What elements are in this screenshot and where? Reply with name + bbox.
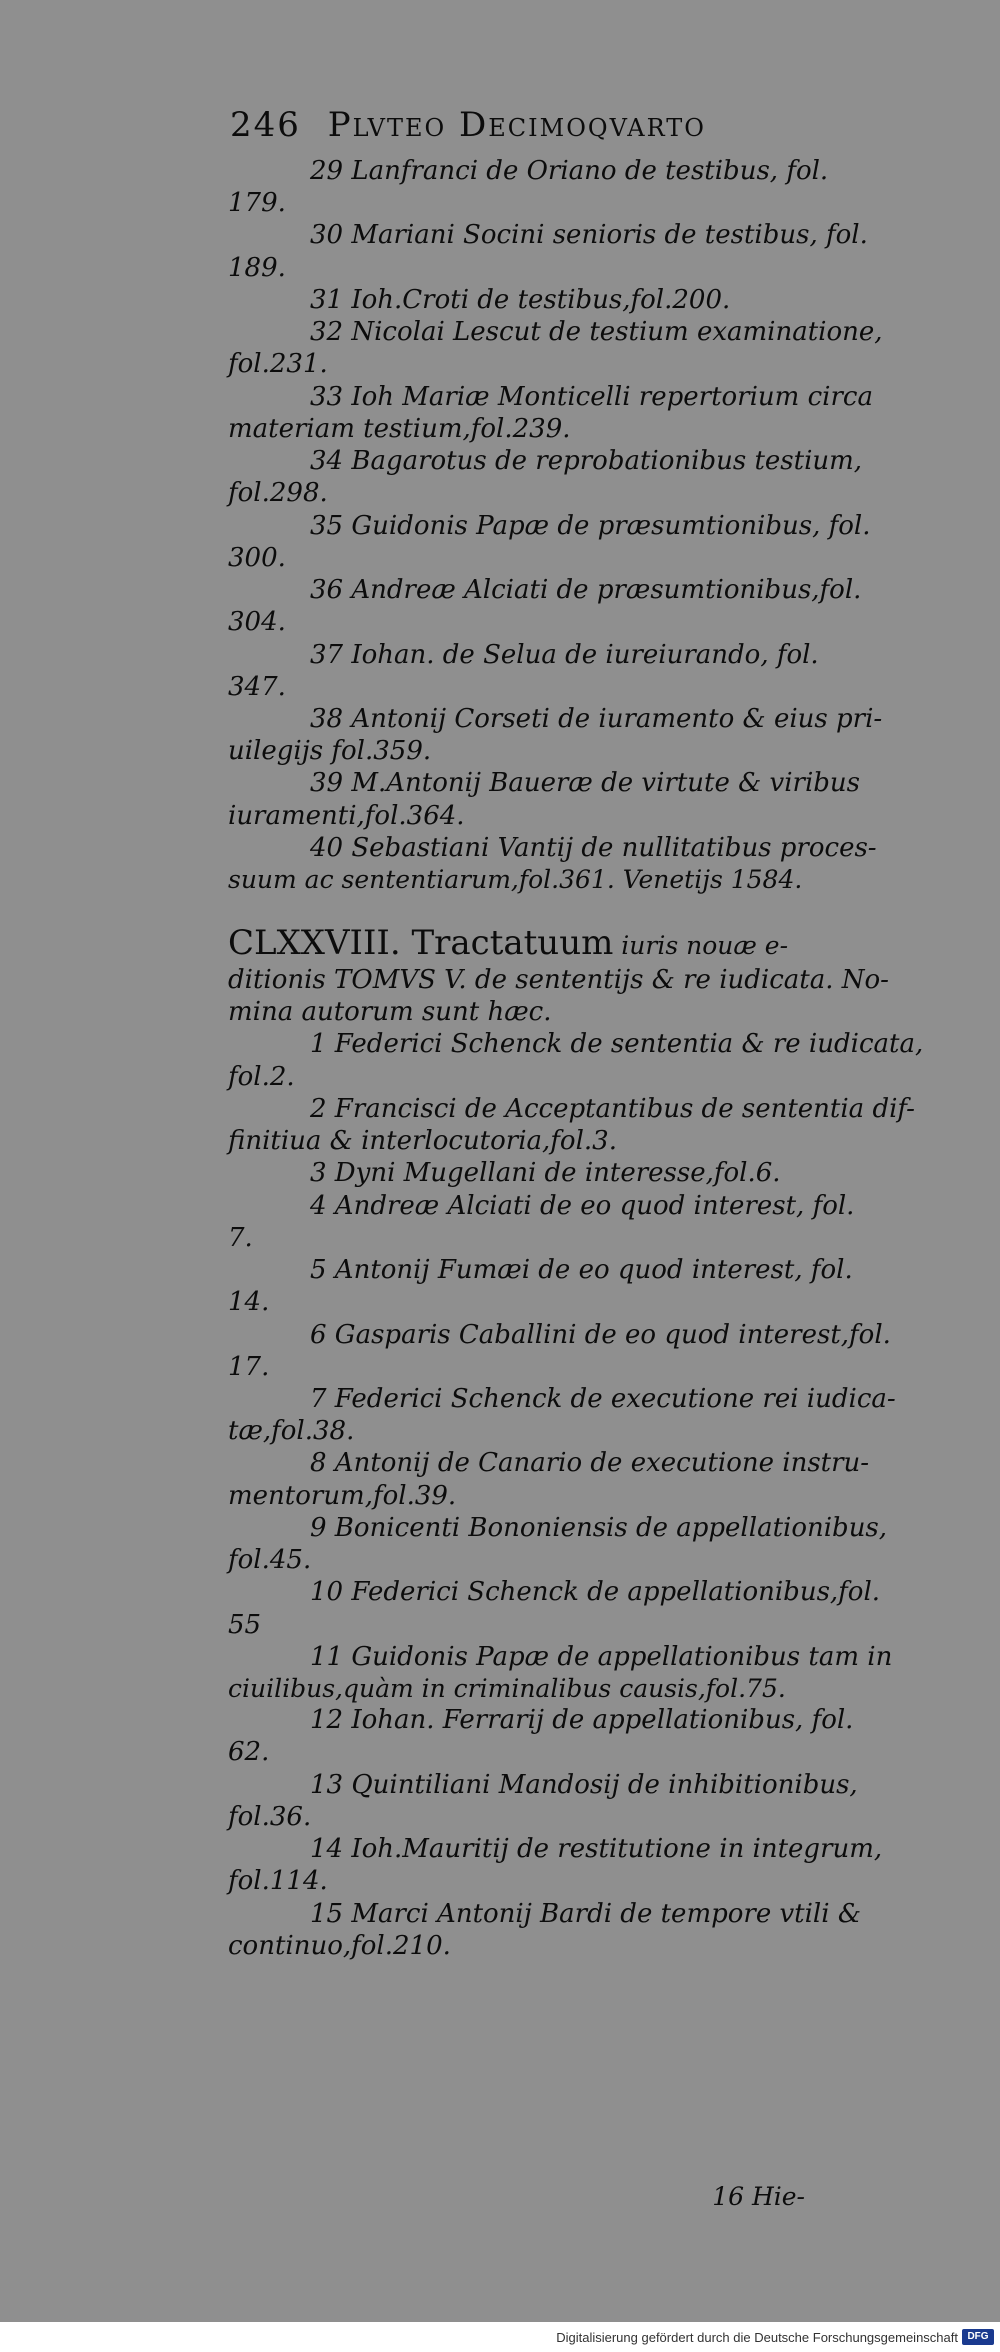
running-title: Plvteo Decimoqvarto — [327, 105, 706, 145]
entry-line: 37 Iohan. de Selua de iureiurando, fol. — [310, 639, 819, 670]
entry-line: 9 Bonicenti Bononiensis de appellationibus, — [310, 1512, 888, 1543]
entry-line: 2 Francisci de Acceptantibus de sententia dif- — [310, 1093, 915, 1124]
entry-line: 7 Federici Schenck de executione rei iudica- — [310, 1384, 896, 1414]
entry-line: 10 Federici Schenck de appellationibus,fol. — [310, 1577, 881, 1608]
page-header — [230, 105, 790, 145]
entry-line: 304. — [228, 607, 286, 638]
entry-line: 30 Mariani Socini senioris de testibus, fol. — [310, 220, 868, 251]
catalog-entries — [228, 155, 924, 1962]
footer-text: Digitalisierung gefördert durch die Deutsche Forschungsgemeinschaft — [556, 2330, 958, 2345]
entry-line: 40 Sebastiani Vantij de nullitatibus proces- — [310, 832, 877, 863]
entry-line: fol.298. — [228, 478, 328, 509]
entry-line: iuramenti,fol.364. — [228, 800, 465, 831]
entry-line: 8 Antonij de Canario de executione instru- — [310, 1448, 870, 1479]
entry-line: 6 Gasparis Caballini de eo quod interest,fol. — [310, 1319, 891, 1350]
entry-line: 11 Guidonis Papæ de appellationibus tam in — [310, 1641, 893, 1672]
digitization-footer — [0, 2322, 1000, 2352]
entry-line: fol.36. — [228, 1801, 312, 1832]
entry-line: fol.45. — [228, 1545, 312, 1576]
entry-line: 14 Ioh.Mauritij de restitutione in integrum, — [310, 1834, 883, 1865]
entry-line: 4 Andreæ Alciati de eo quod interest, fol. — [310, 1190, 855, 1221]
entry-line: 3 Dyni Mugellani de interesse,fol.6. — [310, 1158, 781, 1189]
entry-line: 62. — [228, 1737, 270, 1768]
entry-line: 29 Lanfranci de Oriano de testibus, fol. — [310, 156, 829, 186]
entry-line: 34 Bagarotus de reprobationibus testium, — [310, 446, 863, 477]
entry-line: fol.114. — [228, 1866, 328, 1897]
entry-line: fol.231. — [228, 349, 328, 380]
entry-line: 1 Federici Schenck de sententia & re iudicata, — [310, 1029, 924, 1060]
dfg-logo-icon: DFG — [962, 2329, 994, 2345]
entry-line: materiam testium,fol.239. — [228, 413, 571, 444]
entry-line: 39 M.Antonij Baueræ de virtute & viribus — [310, 768, 861, 799]
page-number: 246 — [230, 105, 301, 145]
entry-line: 15 Marci Antonij Bardi de tempore vtili & — [310, 1898, 861, 1929]
catchword: 16 Hie- — [712, 2182, 805, 2211]
entry-line: 189. — [228, 252, 286, 283]
entry-line: finitiua & interlocutoria,fol.3. — [228, 1126, 617, 1157]
entry-line: 55 — [228, 1609, 262, 1640]
entry-line: 179. — [228, 188, 286, 219]
entry-line: 31 Ioh.Croti de testibus,fol.200. — [310, 284, 731, 315]
entry-line: 38 Antonij Corseti de iuramento & eius pri- — [310, 703, 883, 734]
section-lead-word: Tractatuum — [411, 923, 614, 964]
entry-line: 13 Quintiliani Mandosij de inhibitionibus, — [310, 1769, 858, 1800]
section-gap — [228, 895, 818, 923]
entry-line: continuo,fol.210. — [228, 1930, 451, 1961]
entry-line: fol.2. — [228, 1061, 295, 1092]
section-numeral: CLXXVIII. — [228, 923, 401, 964]
entry-line: 32 Nicolai Lescut de testium examinatione, — [310, 317, 883, 348]
entry-line: mentorum,fol.39. — [228, 1480, 457, 1511]
entry-line: 33 Ioh Mariæ Monticelli repertorium circa — [310, 381, 873, 412]
entry-line: 12 Iohan. Ferrarij de appellationibus, fol. — [310, 1705, 854, 1736]
entry-line: 7. — [228, 1222, 253, 1253]
entry-line: ciuilibus,quàm in criminalibus causis,fol.75. — [228, 1674, 786, 1704]
entry-line: 17. — [228, 1351, 270, 1382]
entry-line: 347. — [228, 671, 286, 702]
entry-line: 35 Guidonis Papæ de præsumtionibus, fol. — [310, 510, 871, 541]
section-heading-line: ditionis TOMVS V. de sententijs & re iudicata. No- — [228, 964, 889, 995]
entry-line: tæ,fol.38. — [228, 1416, 355, 1447]
entry-line: 36 Andreæ Alciati de præsumtionibus,fol. — [310, 575, 862, 606]
entry-line: 14. — [228, 1287, 270, 1318]
entry-line: suum ac sententiarum,fol.361. Venetijs 1584. — [228, 865, 803, 895]
entry-line: uilegijs fol.359. — [228, 736, 432, 767]
entry-line: 5 Antonij Fumæi de eo quod interest, fol. — [310, 1255, 853, 1286]
section-heading-line: mina autorum sunt hæc. — [228, 997, 552, 1028]
entry-line: 300. — [228, 542, 286, 573]
section-heading — [228, 923, 818, 964]
section-heading-rest: iuris nouæ e- — [613, 931, 789, 961]
